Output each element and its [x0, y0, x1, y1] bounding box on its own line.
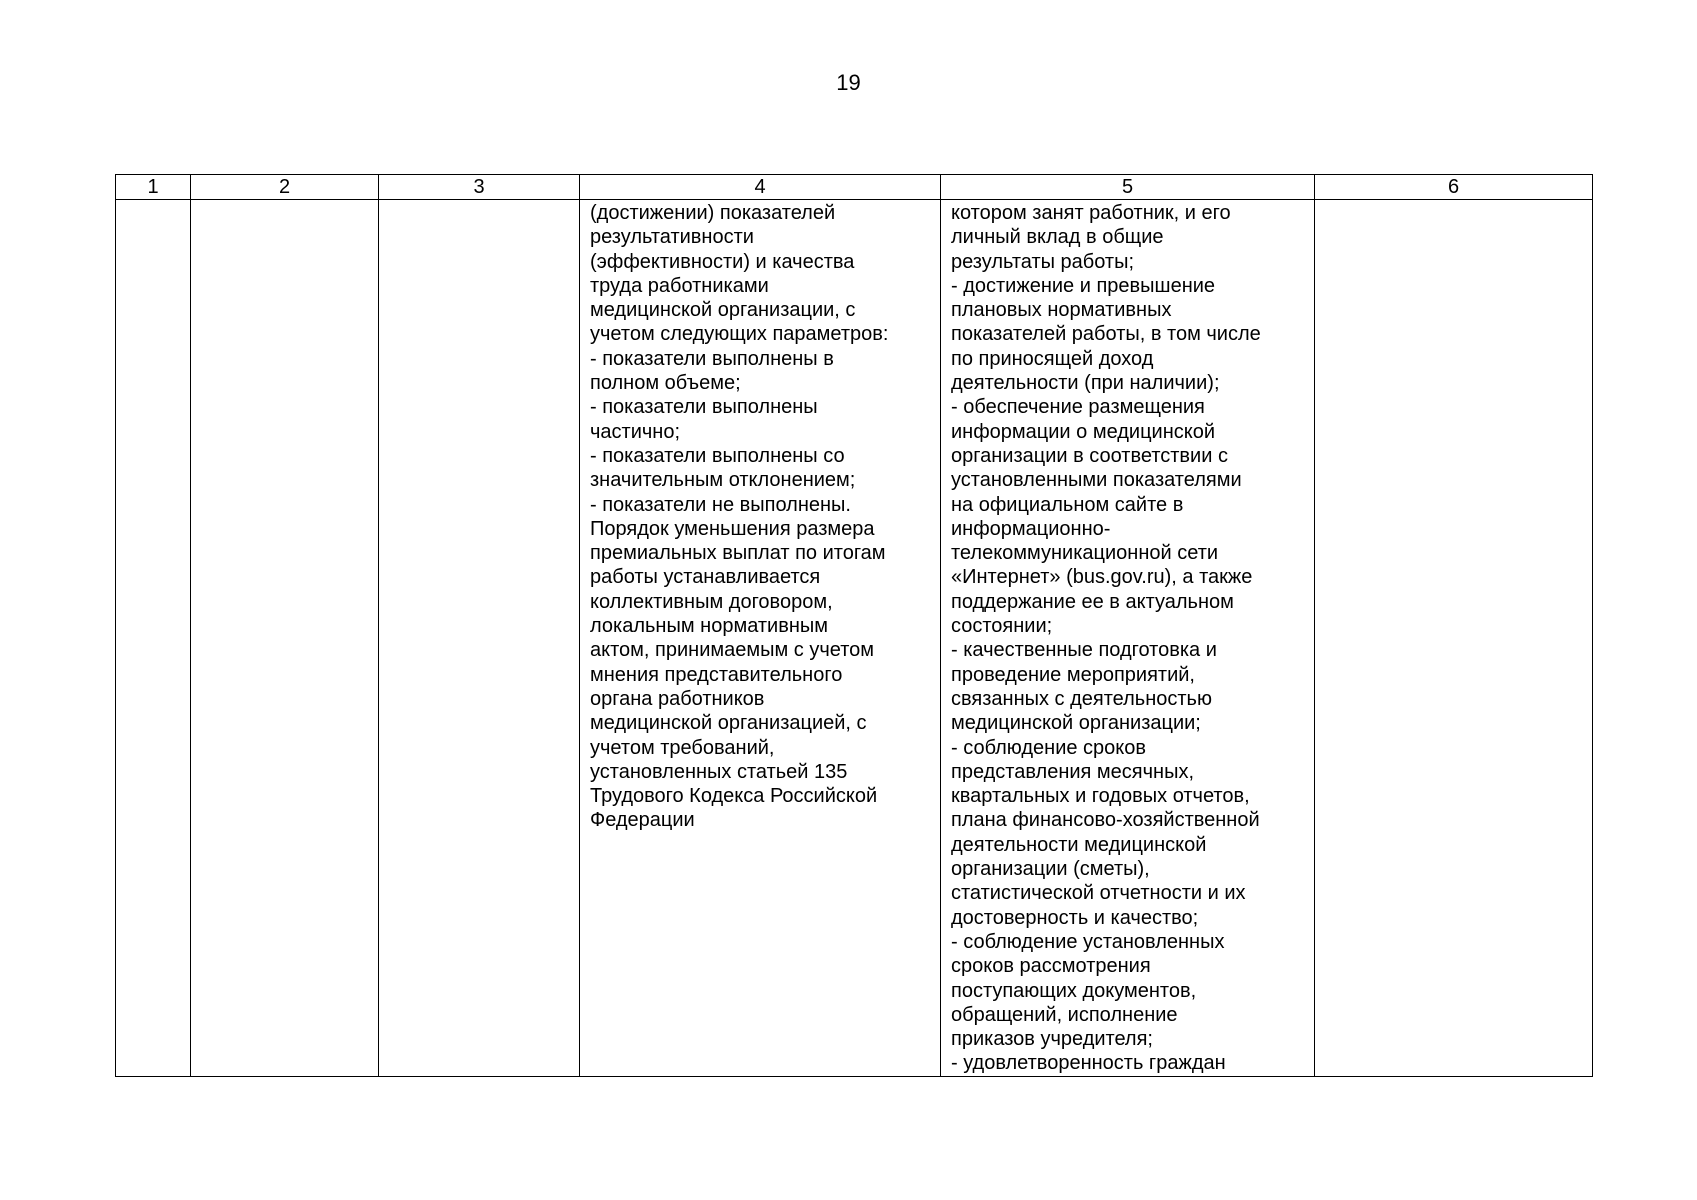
cell-text-line: медицинской организации; — [951, 712, 1201, 735]
cell-text-line: - соблюдение сроков — [951, 736, 1147, 759]
cell-text-line: локальным нормативным — [590, 615, 828, 638]
cell-text-line: частично; — [590, 420, 681, 443]
cell-text-line: плана финансово-хозяйственной — [951, 809, 1260, 832]
column-header-6: 6 — [1315, 175, 1593, 200]
cell-text-line: актом, принимаемым с учетом — [590, 639, 875, 662]
cell-text-line: труда работниками — [590, 274, 769, 297]
cell-text-line: Федерации — [590, 809, 695, 832]
column-header-2: 2 — [191, 175, 379, 200]
cell-text-line: поступающих документов, — [951, 979, 1197, 1002]
cell-text-line: достоверность и качество; — [951, 906, 1199, 929]
cell-text-line: медицинской организацией, с — [590, 712, 867, 735]
cell-text-line: состоянии; — [951, 615, 1053, 638]
cell-text-line: квартальных и годовых отчетов, — [951, 785, 1250, 808]
cell-text-line: премиальных выплат по итогам — [590, 542, 886, 565]
cell-text-line: - показатели выполнены — [590, 396, 818, 419]
cell-text-line: (эффективности) и качества — [590, 250, 855, 273]
cell-text-line: полном объеме; — [590, 372, 741, 395]
cell-text-line: информации о медицинской — [951, 420, 1216, 443]
cell-text-line: статистической отчетности и их — [951, 882, 1246, 905]
cell-text-line: - показатели не выполнены. — [590, 493, 851, 516]
column-header-3: 3 — [379, 175, 580, 200]
cell-text-line: - соблюдение установленных — [951, 930, 1225, 953]
cell-text-line: коллективным договором, — [590, 590, 833, 613]
cell-text-line: органа работников — [590, 687, 765, 710]
cell-text-line: Порядок уменьшения размера — [590, 517, 875, 540]
cell-text-line: котором занят работник, и его — [951, 202, 1231, 224]
cell-text-line: результаты работы; — [951, 250, 1135, 273]
cell-text-line: учетом требований, — [590, 736, 775, 759]
cell-text-line: - удовлетворенность граждан — [951, 1052, 1226, 1075]
cell-text-line: деятельности (при наличии); — [951, 372, 1220, 395]
cell-text-line: - качественные подготовка и — [951, 639, 1217, 662]
cell-text-line: связанных с деятельностью — [951, 687, 1212, 710]
cell-text-line: на официальном сайте в — [951, 493, 1184, 516]
cell-text-line: приказов учредителя; — [951, 1028, 1153, 1051]
cell-text-line: - достижение и превышение — [951, 274, 1216, 297]
cell-col-4 — [580, 200, 941, 1077]
cell-text-line: Трудового Кодекса Российской — [590, 785, 878, 808]
cell-text-line: показателей работы, в том числе — [951, 323, 1261, 346]
cell-text-line: сроков рассмотрения — [951, 955, 1151, 978]
cell-text-line: обращений, исполнение — [951, 1003, 1178, 1026]
cell-text-line: (достижении) показателей — [590, 202, 836, 224]
cell-col-2 — [191, 200, 379, 1077]
cell-text-line: установленных статьей 135 — [590, 760, 848, 783]
cell-text-line: работы устанавливается — [590, 566, 821, 589]
cell-text-line: значительным отклонением; — [590, 469, 856, 492]
cell-text-line: плановых нормативных — [951, 299, 1172, 322]
cell-text-line: по приносящей доход — [951, 347, 1154, 370]
cell-col-1 — [116, 200, 191, 1077]
cell-text-line: телекоммуникационной сети — [951, 542, 1219, 565]
cell-text-line: - обеспечение размещения — [951, 396, 1205, 419]
table-header-row — [116, 175, 1593, 200]
document-table — [115, 174, 1593, 1077]
cell-text-line: проведение мероприятий, — [951, 663, 1195, 686]
cell-text-line: результативности — [590, 226, 754, 249]
cell-text-line: - показатели выполнены со — [590, 444, 845, 467]
cell-text-line: организации в соответствии с — [951, 444, 1228, 467]
cell-text-line: медицинской организации, с — [590, 299, 856, 322]
cell-text-line: представления месячных, — [951, 760, 1195, 783]
cell-text-line: учетом следующих параметров: — [590, 323, 889, 346]
table-row — [116, 200, 1593, 1077]
cell-text-line: информационно- — [951, 517, 1111, 540]
column-header-1: 1 — [116, 175, 191, 200]
cell-text-line: установленными показателями — [951, 469, 1242, 492]
cell-text-line: - показатели выполнены в — [590, 347, 834, 370]
cell-text-line: поддержание ее в актуальном — [951, 590, 1234, 613]
cell-text-line: мнения представительного — [590, 663, 843, 686]
cell-text-line: «Интернет» (bus.gov.ru), а также — [951, 566, 1253, 589]
column-header-5: 5 — [941, 175, 1315, 200]
cell-text-line: личный вклад в общие — [951, 226, 1164, 249]
page-number: 19 — [836, 70, 861, 95]
cell-text-line: организации (сметы), — [951, 858, 1150, 881]
cell-col-3 — [379, 200, 580, 1077]
cell-col-5 — [941, 200, 1315, 1077]
column-header-4: 4 — [580, 175, 941, 200]
cell-col-6 — [1315, 200, 1593, 1077]
cell-text-line: деятельности медицинской — [951, 833, 1207, 856]
